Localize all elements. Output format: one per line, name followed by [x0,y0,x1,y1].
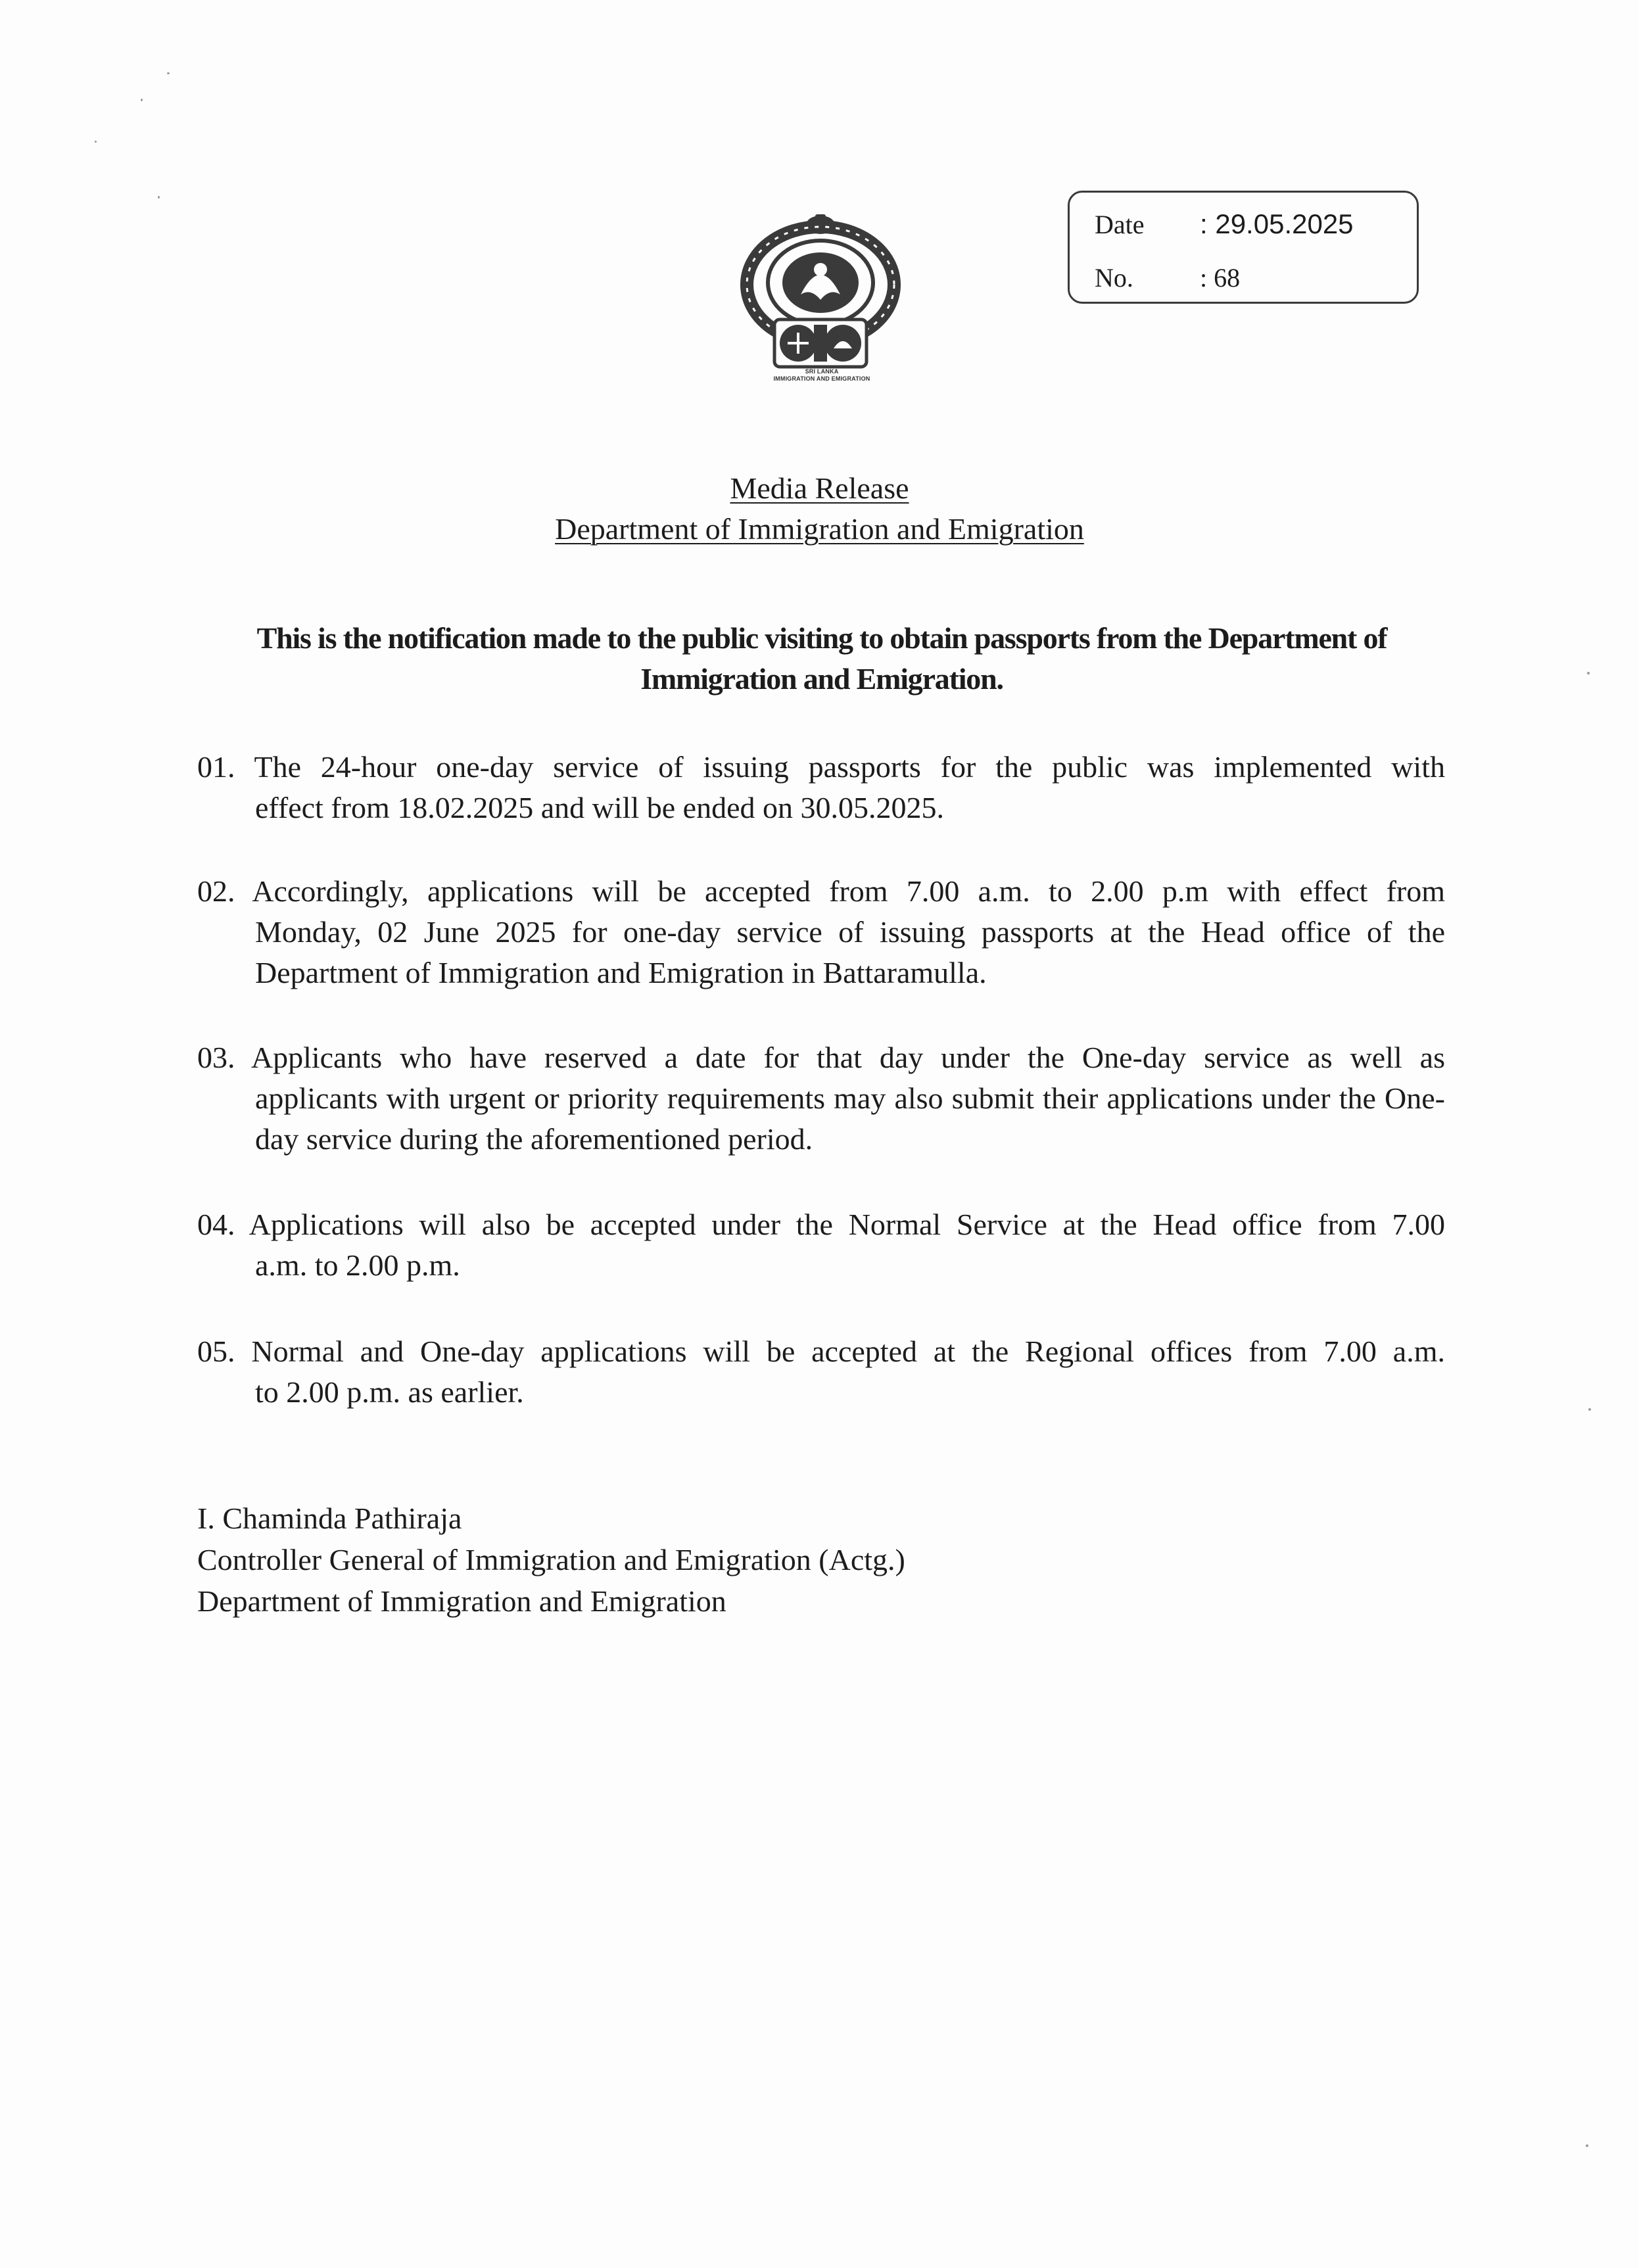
scan-speck [1586,2144,1588,2147]
item-first-line: 02. Accordingly, applications will be accepted from 7.00 a.m. to 2.00 p.m with effect from [197,874,1445,908]
item-first-line: 03. Applicants who have reserved a date for that day under the One-day service as well as [197,1041,1445,1074]
item-continuation: effect from 18.02.2025 and will be ended on 30.05.2025. [255,791,944,824]
notice-item-05 [197,1331,1445,1413]
scan-speck [1587,672,1590,674]
item-first-line: 04. Applications will also be accepted under the Normal Service at the Head office from 7.00 [197,1208,1445,1241]
number-label: No. [1095,263,1133,293]
item-continuation: Monday, 02 June 2025 for one-day service of issuing passports at the Head office of the Department of Immigration and Emigration in Battaramulla. [255,915,1445,989]
scan-speck [1588,1408,1591,1411]
notice-item-03 [197,1037,1445,1160]
scan-speck [141,99,143,101]
title-line2: Department of Immigration and Emigration [555,512,1084,546]
scan-speck [167,72,170,74]
date-value: : 29.05.2025 [1200,208,1354,239]
item-first-line: 05. Normal and One-day applications will be accepted at the Regional offices from 7.00 a.m. [197,1335,1445,1368]
notification-headline: This is the notification made to the public visiting to obtain passports from the Department of Immigration and Emigration. [256,621,1387,696]
scan-speck [158,196,160,199]
notice-item-01 [197,747,1445,828]
department-emblem [735,209,906,387]
number-row [1095,262,1240,294]
item-continuation: to 2.00 p.m. as earlier. [255,1375,524,1409]
date-label: Date [1095,210,1145,239]
signature-block [197,1498,905,1622]
emblem-caption-line1: SRI LANKA [805,368,839,375]
signatory-department: Department of Immigration and Emigration [197,1584,726,1618]
item-continuation: applicants with urgent or priority requirements may also submit their applications under the One-day service during the aforementioned period. [255,1081,1445,1156]
notice-item-02 [197,871,1445,993]
title-line1: Media Release [730,471,909,505]
emblem-caption [749,368,894,383]
emblem-caption-line2: IMMIGRATION AND EMIGRATION [773,375,870,382]
signatory-designation: Controller General of Immigration and Emigration (Actg.) [197,1543,905,1576]
number-value: : 68 [1200,263,1241,293]
reference-box [1068,191,1419,304]
signatory-name: I. Chaminda Pathiraja [197,1501,462,1535]
item-continuation: a.m. to 2.00 p.m. [255,1248,460,1282]
notice-item-04 [197,1204,1445,1286]
scan-speck [95,141,97,143]
item-first-line: 01. The 24-hour one-day service of issuing passports for the public was implemented with [197,750,1445,784]
date-row [1095,208,1354,241]
document-subtitle [0,509,1639,550]
emblem-icon [735,209,906,373]
document-title [0,468,1639,509]
